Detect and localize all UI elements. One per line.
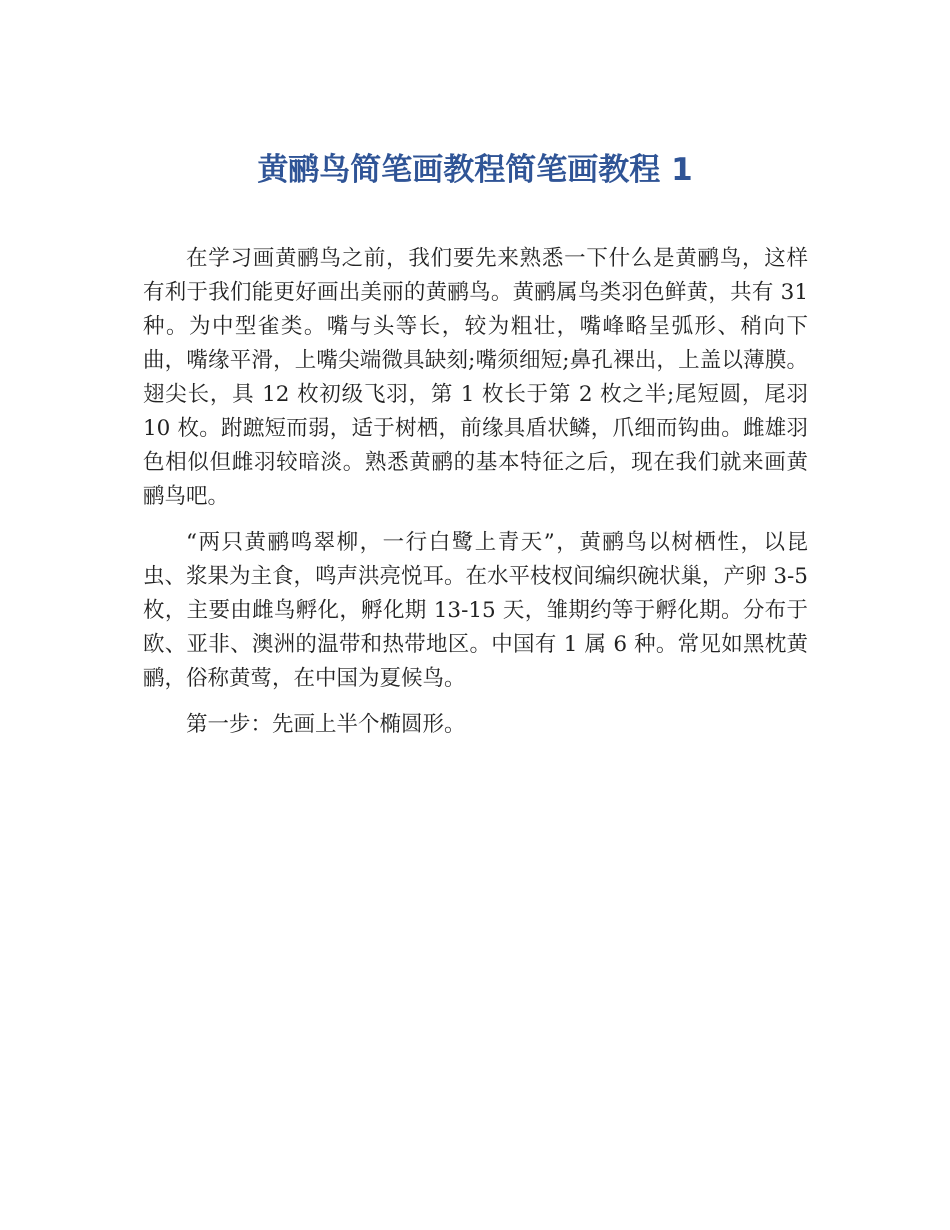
document-body	[143, 242, 808, 754]
paragraph-step-one: 第一步：先画上半个椭圆形。	[186, 712, 466, 737]
paragraph-habits: “两只黄鹂鸣翠柳，一行白鹭上青天”，黄鹂鸟以树栖性，以昆虫、浆果为主食，鸣声洪亮悦耳。在水平枝杈间编织碗状巢，产卵 3-5 枚，主要由雌鸟孵化，孵化期 13-15 天，雏期约等于孵化期。分布于欧、亚非、澳洲的温带和热带地区。中国有 1 属 6 种。常见如黑枕黄鹂，俗称黄莺，在中国为夏候鸟。	[143, 530, 808, 691]
document-title: 黄鹂鸟简笔画教程简笔画教程 1	[257, 152, 693, 188]
paragraph-intro: 在学习画黄鹂鸟之前，我们要先来熟悉一下什么是黄鹂鸟，这样有利于我们能更好画出美丽的黄鹂鸟。黄鹂属鸟类羽色鲜黄，共有 31 种。为中型雀类。嘴与头等长，较为粗壮，嘴峰略呈弧形、稍向下曲，嘴缘平滑，上嘴尖端微具缺刻;嘴须细短;鼻孔裸出，上盖以薄膜。翅尖长，具 12 枚初级飞羽，第 1 枚长于第 2 枚之半;尾短圆，尾羽 10 枚。跗蹠短而弱，适于树栖，前缘具盾状鳞，爪细而钩曲。雌雄羽色相似但雌羽较暗淡。熟悉黄鹂的基本特征之后，现在我们就来画黄鹂鸟吧。	[143, 246, 808, 509]
